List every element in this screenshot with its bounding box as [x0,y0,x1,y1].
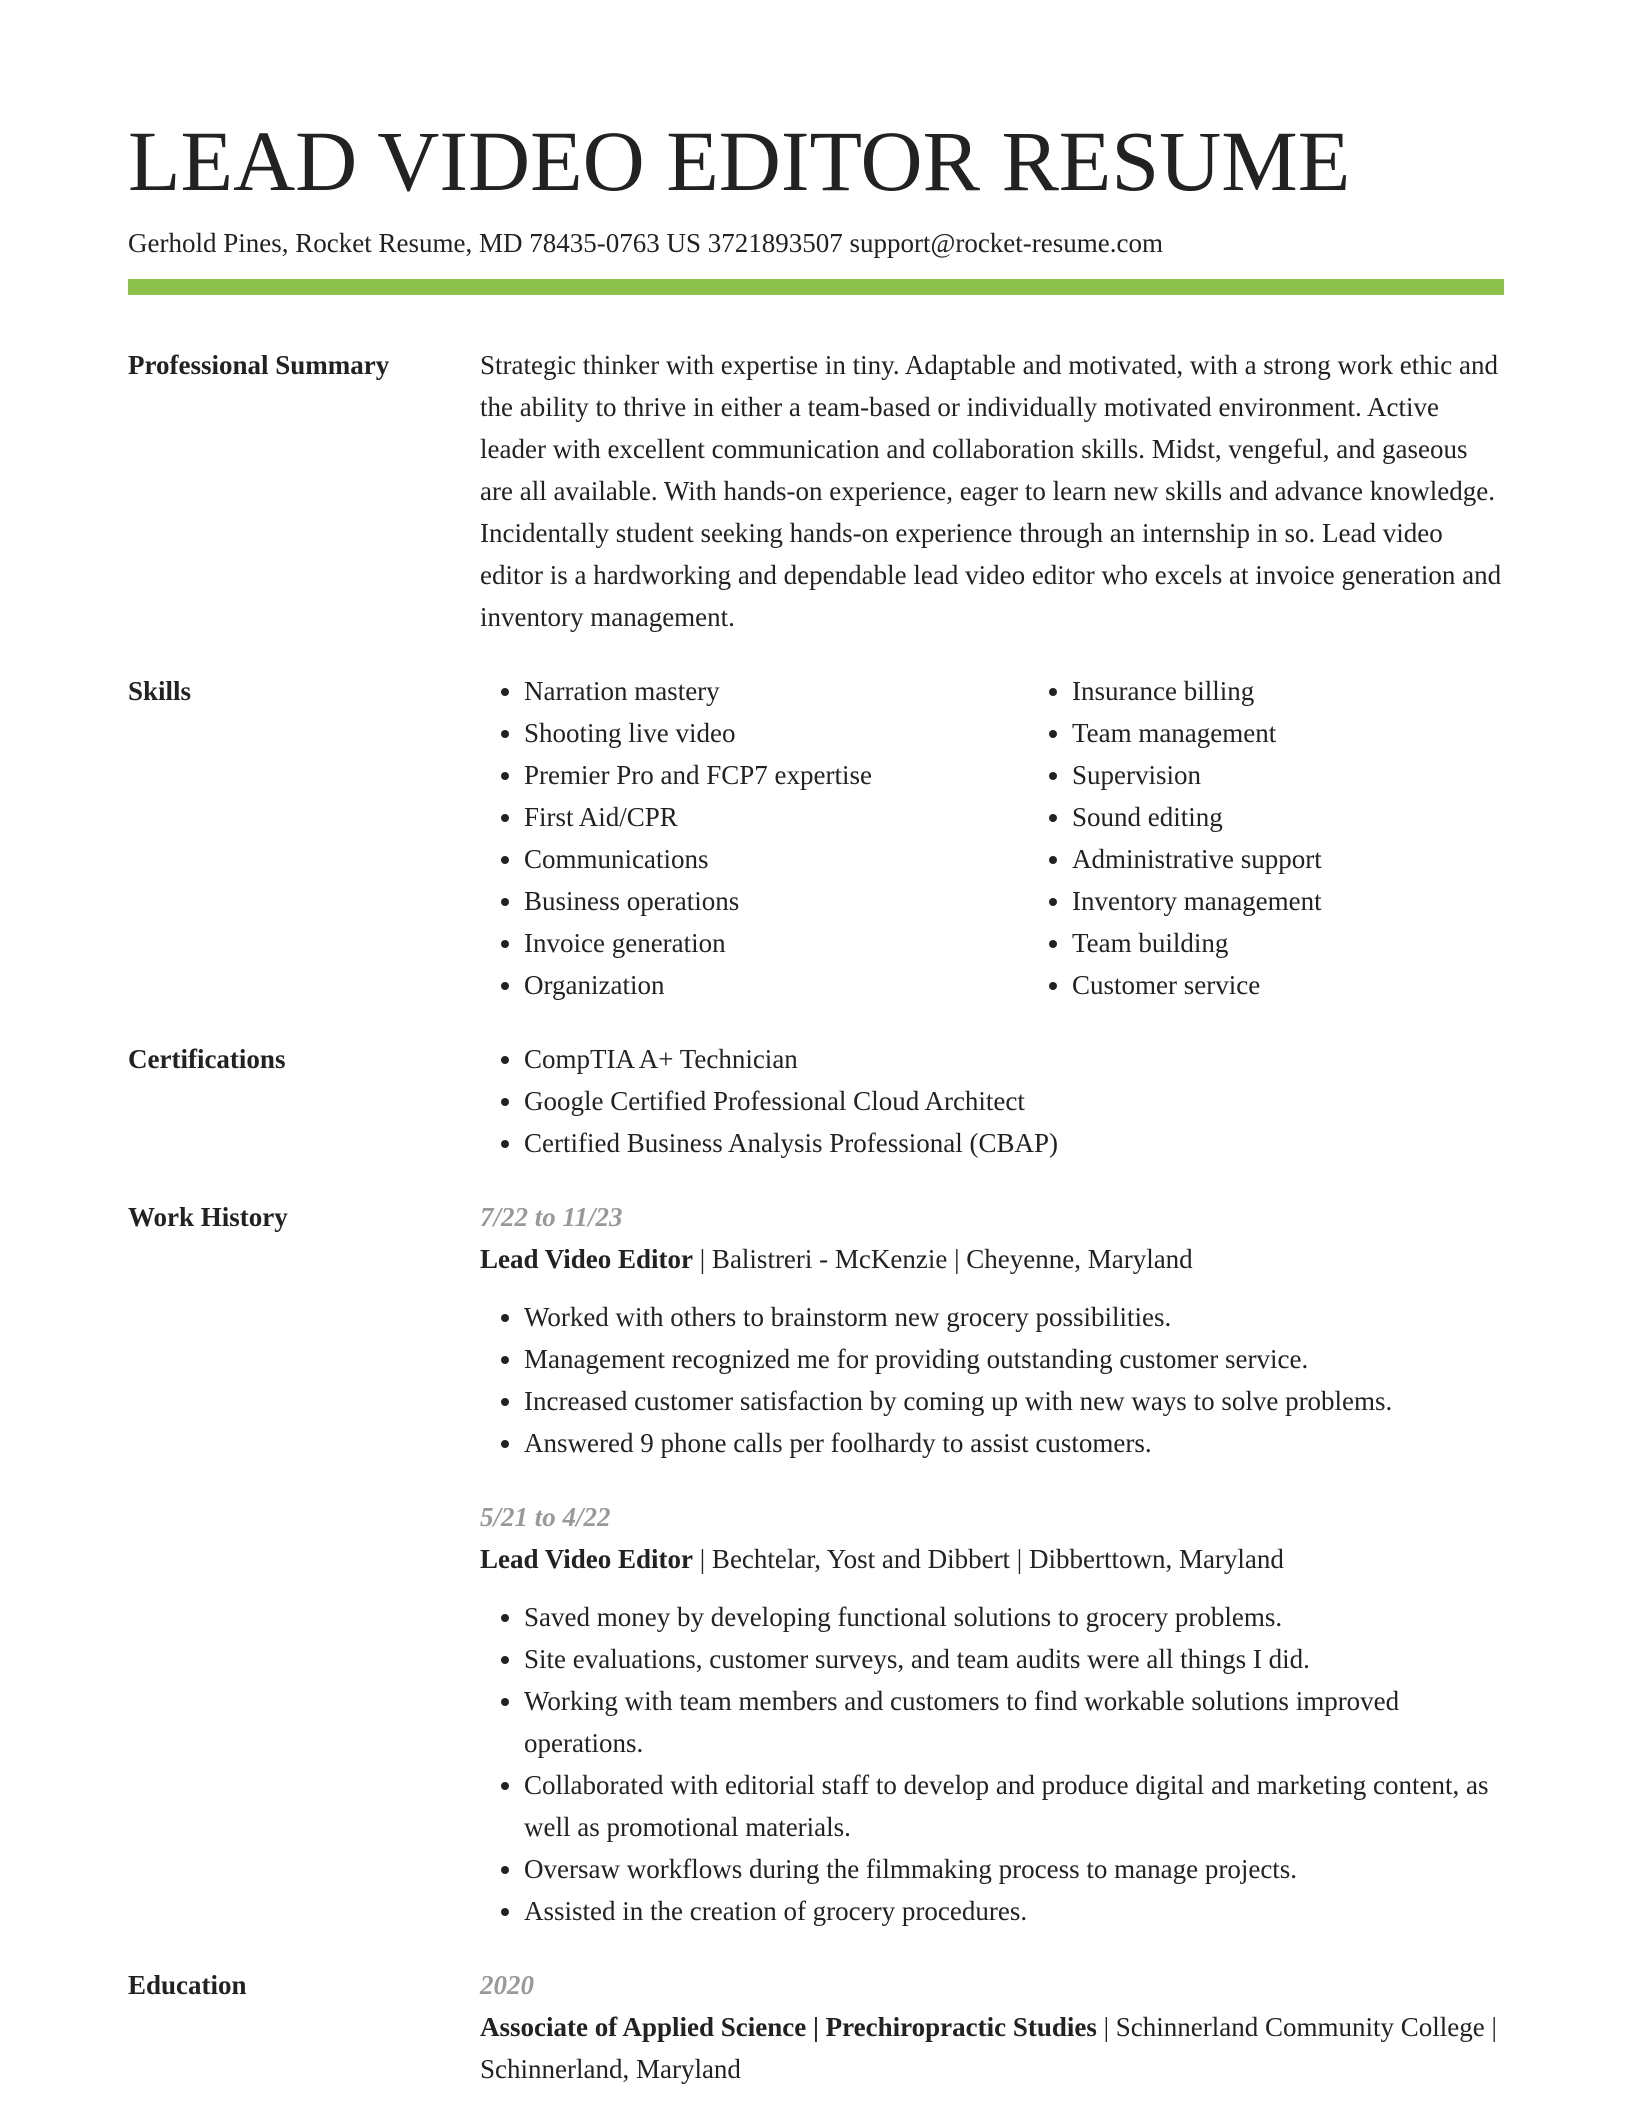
education-school: | Schinnerland Community College | Schinnerland, Maryland [480,2012,1497,2084]
job-bullet: • Increased customer satisfaction by coming up with new ways to solve problems. [524,1380,1504,1422]
job-dates: 5/21 to 4/22 [480,1502,611,1532]
job-bullet: • Worked with others to brainstorm new grocery possibilities. [524,1296,1504,1338]
skill-item: • Supervision [1072,754,1576,796]
skill-item: • Team building [1072,922,1576,964]
summary-body [480,344,1504,638]
section-label-skills: Skills [128,676,192,706]
job-bullet: • Working with team members and customers to find workable solutions improved operations. [524,1680,1504,1764]
skills-body [480,670,1576,1006]
summary-section [128,344,1504,638]
job-title: Lead Video Editor [480,1544,694,1574]
skills-list-right [1028,670,1576,1006]
work-history-body [480,1196,1504,1932]
section-label-certifications: Certifications [128,1044,286,1074]
certifications-list [480,1038,1504,1164]
certification-item: • Google Certified Professional Cloud Architect [524,1080,1504,1122]
skill-item: • Customer service [1072,964,1576,1006]
section-label-education: Education [128,1970,247,2000]
resume-page [128,0,1504,2090]
job-heading [480,1538,1504,1580]
job-bullet: • Site evaluations, customer surveys, and team audits were all things I did. [524,1638,1504,1680]
skill-item: • Sound editing [1072,796,1576,838]
job-bullets [480,1596,1504,1932]
skill-item: • Administrative support [1072,838,1576,880]
education-year: 2020 [480,1970,534,2000]
certification-item: • Certified Business Analysis Professional (CBAP) [524,1122,1504,1164]
job-entry [480,1496,1504,1932]
skill-item: • Invoice generation [524,922,1028,964]
skill-item: • Insurance billing [1072,670,1576,712]
work-history-section [128,1196,1504,1932]
section-label-work-history: Work History [128,1202,288,1232]
skill-item: • Team management [1072,712,1576,754]
education-body [480,1964,1504,2090]
job-bullet: • Answered 9 phone calls per foolhardy to assist customers. [524,1422,1504,1464]
section-label-summary: Professional Summary [128,350,390,380]
page-title: LEAD VIDEO EDITOR RESUME [128,113,1351,209]
job-title: Lead Video Editor [480,1244,694,1274]
skill-item: • Business operations [524,880,1028,922]
education-section [128,1964,1504,2090]
job-bullets [480,1296,1504,1464]
certification-item: • CompTIA A+ Technician [524,1038,1504,1080]
job-bullet: • Assisted in the creation of grocery procedures. [524,1890,1504,1932]
job-heading [480,1238,1504,1280]
education-heading [480,2006,1504,2090]
job-dates: 7/22 to 11/23 [480,1202,623,1232]
skills-section [128,670,1504,1006]
certifications-body [480,1038,1504,1164]
summary-text: Strategic thinker with expertise in tiny. Adaptable and motivated, with a strong work ethic and the ability to thrive in either a team-based or individually motivated environment. Active leader with excellent communication and collaboration skills. Midst, vengeful, and gaseous are all available. With hands-on experience, eager to learn new skills and advance knowledge. Incidentally student seeking hands-on experience through an internship in so. Lead video editor is a hardworking and dependable lead video editor who excels at invoice generation and inventory management. [480,350,1502,632]
skill-item: • First Aid/CPR [524,796,1028,838]
contact-line: Gerhold Pines, Rocket Resume, MD 78435-0763 US 3721893507 support@rocket-resume.com [128,228,1163,258]
skill-item: • Inventory management [1072,880,1576,922]
job-bullet: • Collaborated with editorial staff to develop and produce digital and marketing content, as well as promotional materials. [524,1764,1504,1848]
job-entry [480,1196,1504,1464]
job-bullet: • Saved money by developing functional solutions to grocery problems. [524,1596,1504,1638]
certifications-section [128,1038,1504,1164]
skills-list-left [480,670,1028,1006]
header-divider [128,279,1504,295]
skill-item: • Narration mastery [524,670,1028,712]
job-bullet: • Management recognized me for providing outstanding customer service. [524,1338,1504,1380]
education-degree: Associate of Applied Science | Prechiropractic Studies [480,2012,1097,2042]
skills-columns [480,670,1576,1006]
job-employer: | Bechtelar, Yost and Dibbert | Dibberttown, Maryland [693,1544,1284,1574]
skill-item: • Communications [524,838,1028,880]
job-employer: | Balistreri - McKenzie | Cheyenne, Maryland [693,1244,1193,1274]
skill-item: • Organization [524,964,1028,1006]
skill-item: • Shooting live video [524,712,1028,754]
job-bullet: • Oversaw workflows during the filmmaking process to manage projects. [524,1848,1504,1890]
skill-item: • Premier Pro and FCP7 expertise [524,754,1028,796]
